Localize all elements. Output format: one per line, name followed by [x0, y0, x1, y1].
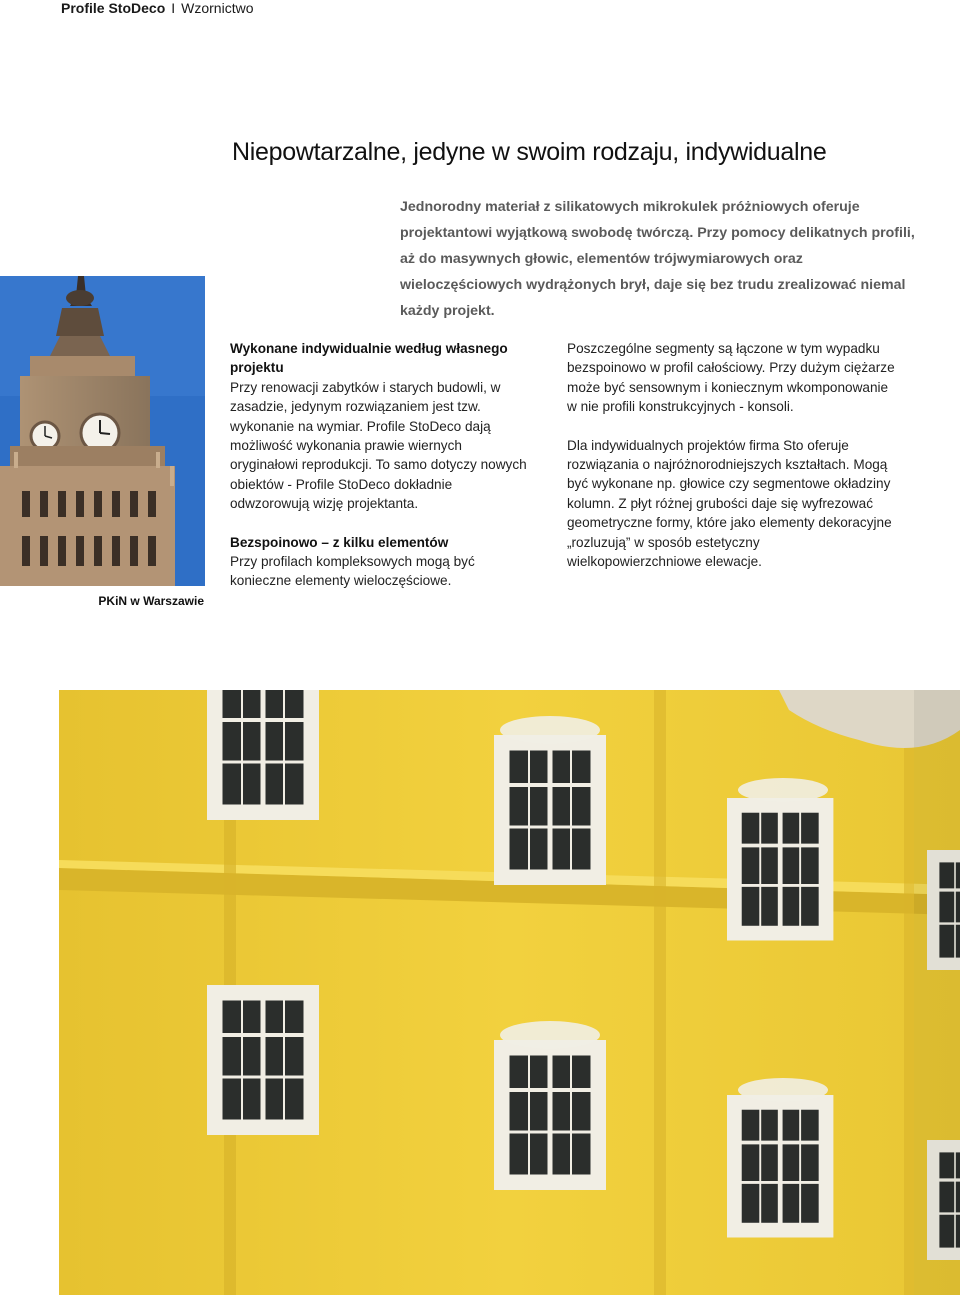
- paragraph-complex-profiles: Przy profilach kompleksowych mogą być konieczne elementy wieloczęściowe.: [230, 554, 475, 589]
- heading-seamless: Bezspoinowo – z kilku elementów: [230, 534, 449, 550]
- section-label: Wzornictwo: [181, 0, 254, 16]
- paragraph-renovation: Przy renowacji zabytków i starych budowli, w zasadzie, jedynym rozwiązaniem jest tzw. wykonanie na wymiar. Profile StoDeco dają możliwość wykonania prawie wiernych oryginałowi reprodukcji. To samo dotyczy nowych obiektów - Profile StoDeco dokładnie odwzorowują wizję projektanta.: [230, 379, 527, 512]
- heading-individual-design: Wykonane indywidualnie według własnego projektu: [230, 341, 508, 376]
- page-header: [61, 0, 254, 16]
- header-separator: I: [171, 0, 176, 16]
- paragraph-segments: Poszczególne segmenty są łączone w tym wypadku bezspoinowo w profil całościowy. Przy dużym ciężarze może być sensownym i koniecznym wkomponowanie w nie profili konstrukcyjnych - konsoli.: [567, 341, 895, 415]
- paragraph-individual-projects: Dla indywidualnych projektów firma Sto oferuje rozwiązania o najróżnorodniejszych kształtach. Mogą być wykonane np. głowice czy segmentowe okładziny kolumn. Z płyt różnej grubości daje się wyfrezować geometryczne formy, które jako elementy dekoracyjne „rozluzują” w sposób estetyczny wielkopowierzchniowe elewacje.: [567, 437, 892, 570]
- facade-photo: [59, 690, 960, 1295]
- page-title: Niepowtarzalne, jedyne w swoim rodzaju, indywidualne: [232, 138, 827, 166]
- photo-caption: PKiN w Warszawie: [98, 594, 204, 608]
- brand-label: Profile StoDeco: [61, 0, 166, 16]
- tower-photo: [0, 276, 205, 586]
- text-column-left: [230, 339, 530, 591]
- text-column-right: [567, 339, 897, 571]
- intro-paragraph: Jednorodny materiał z silikatowych mikrokulek próżniowych oferuje projektantowi wyjątkową swobodę twórczą. Przy pomocy delikatnych profili, aż do masywnych głowic, elementów trójwymiarowych oraz wieloczęściowych wydrążonych brył, daje się bez trudu zrealizować niemal każdy projekt.: [400, 199, 915, 319]
